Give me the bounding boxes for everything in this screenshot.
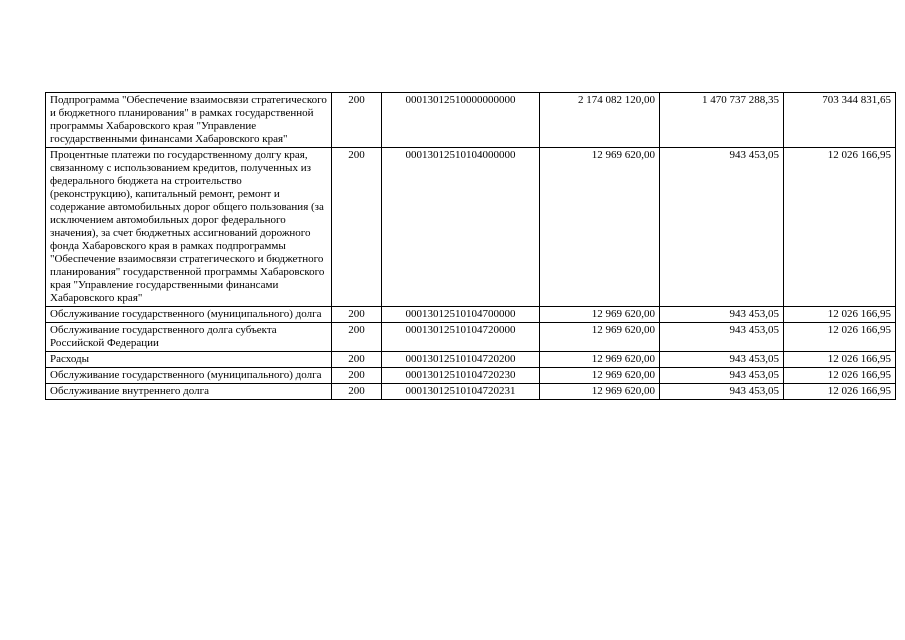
row-plan-cell: 12 969 620,00	[540, 384, 660, 400]
row-code-cell: 200	[332, 307, 382, 323]
row-name-cell: Обслуживание государственного (муниципального) долга	[46, 307, 332, 323]
row-executed-cell: 1 470 737 288,35	[660, 93, 784, 148]
row-executed-cell: 943 453,05	[660, 148, 784, 307]
row-name-cell: Обслуживание государственного (муниципального) долга	[46, 368, 332, 384]
row-plan-cell: 12 969 620,00	[540, 148, 660, 307]
row-executed-cell: 943 453,05	[660, 352, 784, 368]
row-code-cell: 200	[332, 384, 382, 400]
row-classification-cell: 00013012510104720200	[382, 352, 540, 368]
row-plan-cell: 12 969 620,00	[540, 323, 660, 352]
row-remainder-cell: 12 026 166,95	[784, 352, 896, 368]
row-executed-cell: 943 453,05	[660, 368, 784, 384]
row-plan-cell: 12 969 620,00	[540, 307, 660, 323]
row-classification-cell: 00013012510104720000	[382, 323, 540, 352]
row-code-cell: 200	[332, 368, 382, 384]
row-remainder-cell: 12 026 166,95	[784, 148, 896, 307]
table-row	[46, 323, 896, 352]
table-row	[46, 307, 896, 323]
table-row	[46, 93, 896, 148]
row-remainder-cell: 12 026 166,95	[784, 384, 896, 400]
row-name-cell: Расходы	[46, 352, 332, 368]
table-row	[46, 384, 896, 400]
row-classification-cell: 00013012510104700000	[382, 307, 540, 323]
row-code-cell: 200	[332, 93, 382, 148]
row-remainder-cell: 12 026 166,95	[784, 368, 896, 384]
row-classification-cell: 00013012510104000000	[382, 148, 540, 307]
row-name-cell: Процентные платежи по государственному долгу края, связанному с использованием кредитов, полученных из федерального бюджета на строительство (реконструкцию), капитальный ремонт, ремонт и содержание автомобильных дорог общего пользования (за исключением автомобильных дорог федерального значения), за счет бюджетных ассигнований дорожного фонда Хабаровского края в рамках подпрограммы "Обеспечение взаимосвязи стратегического и бюджетного планирования" государственной программы Хабаровского края "Управление государственными финансами Хабаровского края"	[46, 148, 332, 307]
row-plan-cell: 2 174 082 120,00	[540, 93, 660, 148]
table-row	[46, 352, 896, 368]
row-name-cell: Подпрограмма "Обеспечение взаимосвязи стратегического и бюджетного планирования" в рамках государственной программы Хабаровского края "Управление государственными финансами Хабаровского края"	[46, 93, 332, 148]
row-classification-cell: 00013012510000000000	[382, 93, 540, 148]
row-classification-cell: 00013012510104720231	[382, 384, 540, 400]
table-row	[46, 368, 896, 384]
row-executed-cell: 943 453,05	[660, 323, 784, 352]
row-remainder-cell: 12 026 166,95	[784, 323, 896, 352]
table-row	[46, 148, 896, 307]
row-plan-cell: 12 969 620,00	[540, 368, 660, 384]
row-plan-cell: 12 969 620,00	[540, 352, 660, 368]
row-name-cell: Обслуживание внутреннего долга	[46, 384, 332, 400]
row-remainder-cell: 703 344 831,65	[784, 93, 896, 148]
budget-table	[45, 92, 896, 400]
row-code-cell: 200	[332, 323, 382, 352]
row-remainder-cell: 12 026 166,95	[784, 307, 896, 323]
row-code-cell: 200	[332, 148, 382, 307]
row-executed-cell: 943 453,05	[660, 307, 784, 323]
row-name-cell: Обслуживание государственного долга субъекта Российской Федерации	[46, 323, 332, 352]
row-code-cell: 200	[332, 352, 382, 368]
row-executed-cell: 943 453,05	[660, 384, 784, 400]
row-classification-cell: 00013012510104720230	[382, 368, 540, 384]
